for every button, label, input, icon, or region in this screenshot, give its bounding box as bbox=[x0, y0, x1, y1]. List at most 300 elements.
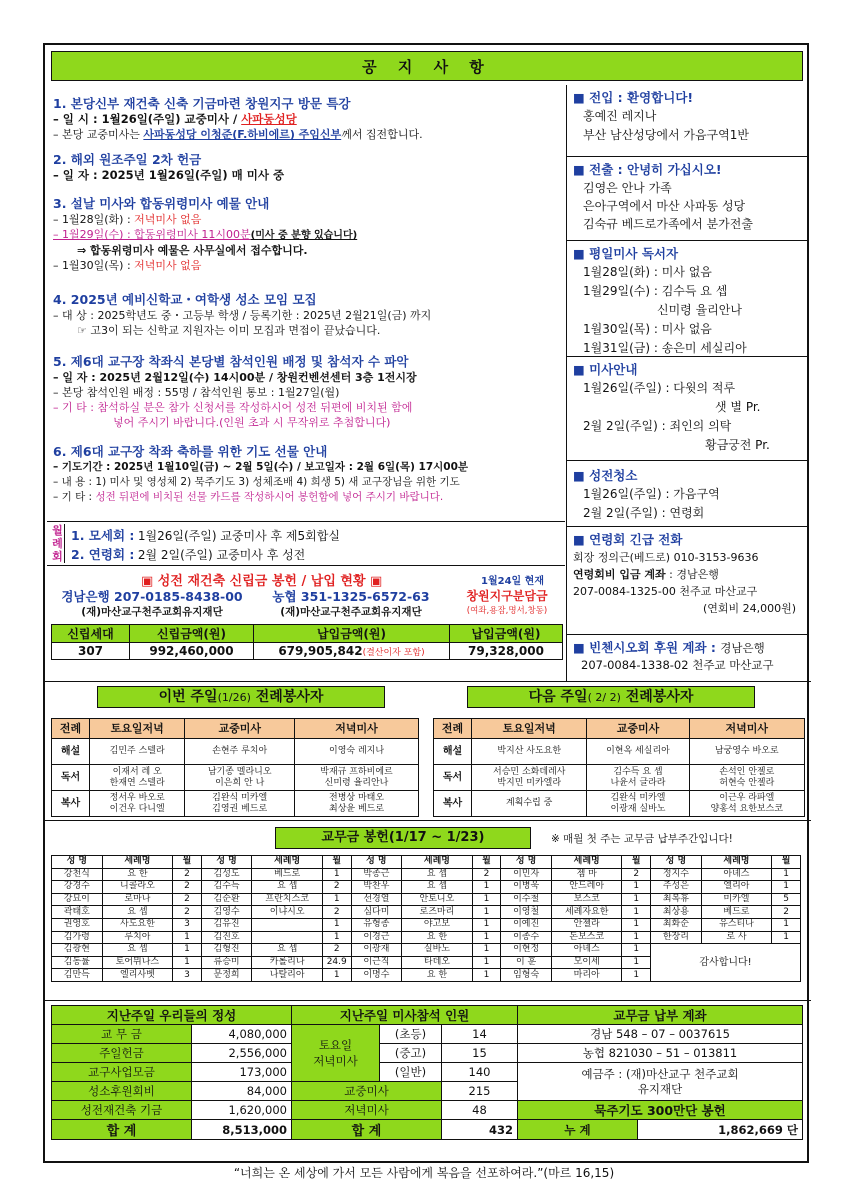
donation-cell: 카롤리나 bbox=[252, 956, 322, 969]
notice-6 bbox=[53, 443, 561, 505]
this-week-label: 이번 주일 bbox=[158, 689, 218, 705]
attendance-value-3: 140 bbox=[442, 1063, 518, 1082]
donation-cell: 1 bbox=[472, 969, 501, 982]
donation-cell: 박찬우 bbox=[351, 881, 402, 894]
fund-account-2 bbox=[253, 588, 449, 622]
fund-header-paid: 납입금액(원) bbox=[254, 625, 450, 643]
donation-cell: 1 bbox=[322, 969, 351, 982]
donation-header: 월 bbox=[622, 856, 651, 869]
donation-cell: 김유진 bbox=[201, 918, 252, 931]
donation-cell: 2 bbox=[772, 906, 801, 919]
next-week-cell: 박지산 사도요한 bbox=[472, 739, 587, 765]
this-week-cell: 김민주 스텔라 bbox=[90, 739, 185, 765]
donation-cell: 1 bbox=[472, 944, 501, 957]
offering-label-3: 교구사업모금 bbox=[52, 1063, 192, 1082]
donation-cell: 나탈리아 bbox=[252, 969, 322, 982]
donation-cell: 1 bbox=[472, 893, 501, 906]
notice-5-heading: 5. 제6대 교구장 착좌식 본당별 참석인원 배정 및 참석자 수 파악 bbox=[53, 354, 409, 369]
this-week-row bbox=[52, 791, 419, 817]
donation-cell: 24.9 bbox=[322, 956, 351, 969]
notice-2-date: – 일 자 : 2025년 1월26일(주일) 매 미사 중 bbox=[53, 168, 285, 182]
fund-district-paid: 79,328,000 bbox=[450, 643, 563, 660]
donation-cell: 박종근 bbox=[351, 868, 402, 881]
fund-account-2-number: 농협 351-1325-6572-63 bbox=[272, 589, 430, 604]
notice-6-heading: 6. 제6대 교구장 착좌 축하를 위한 기도 선물 안내 bbox=[53, 444, 328, 459]
fund-account-3-name: 창원지구분담금 bbox=[466, 589, 548, 603]
welcome-line-2: 부산 남산성당에서 가음구역1반 bbox=[583, 128, 749, 142]
next-week-role: 복사 bbox=[434, 791, 472, 817]
mass-guide-line-3: 2월 2일(주일) : 죄인의 의탁 bbox=[583, 419, 732, 433]
donation-cell: 1 bbox=[622, 918, 651, 931]
next-week-tail: 전례봉사자 bbox=[620, 689, 694, 705]
donation-header: 성 명 bbox=[651, 856, 702, 869]
this-week-cell: 손현주 루치아 bbox=[185, 739, 295, 765]
mass-guide-line-4: 황금궁전 Pr. bbox=[705, 438, 770, 452]
funeral-society-bank: : 경남은행 bbox=[665, 568, 719, 581]
this-week-header-3: 저녁미사 bbox=[295, 719, 419, 739]
attendance-saturday-label: 토요일 저녁미사 bbox=[292, 1025, 380, 1082]
donation-cell: 1 bbox=[472, 918, 501, 931]
mass-guide-heading: ■ 미사안내 bbox=[573, 362, 638, 377]
this-week-cell: 이재서 레 오 한재연 스텔라 bbox=[90, 765, 185, 791]
next-week-cell: 이근우 라파엘 양홍석 요한보스코 bbox=[689, 791, 804, 817]
donation-cell: 요 한 bbox=[102, 868, 172, 881]
attendance-main-mass-value: 215 bbox=[442, 1082, 518, 1101]
donation-cell: 주성은 bbox=[651, 881, 702, 894]
attendance-label-2: (중고) bbox=[380, 1044, 442, 1063]
donation-cell: 요 한 bbox=[402, 931, 472, 944]
donation-cell: 이종수 bbox=[501, 931, 552, 944]
fund-header-pledged: 신립금액(원) bbox=[130, 625, 254, 643]
donation-cell: 류승미 bbox=[201, 956, 252, 969]
donation-cell: 1 bbox=[772, 881, 801, 894]
donation-cell: 2 bbox=[322, 881, 351, 894]
summary-table bbox=[51, 1005, 803, 1140]
donation-section bbox=[45, 821, 811, 1001]
this-week-title bbox=[97, 686, 385, 708]
weekday-line-3: 신미령 율리안나 bbox=[657, 303, 742, 317]
attendance-label-3: (일반) bbox=[380, 1063, 442, 1082]
notice-3-line4-note: 저녁미사 없음 bbox=[134, 259, 202, 272]
donation-header: 세례명 bbox=[551, 856, 621, 869]
donation-header: 월 bbox=[173, 856, 202, 869]
donation-row bbox=[52, 944, 801, 957]
donation-note: ※ 매월 첫 주는 교무금 납부주간입니다! bbox=[551, 833, 733, 845]
donation-cell: 엘리아 bbox=[701, 881, 771, 894]
fund-header-district-paid: 납입금액(원) bbox=[450, 625, 563, 643]
fund-date: 1월24일 현재 bbox=[481, 576, 544, 587]
fund-paid-note: (결산이자 포함) bbox=[362, 648, 425, 658]
notice-1-date: – 일 시 : 1월26일(주일) 교중미사 / bbox=[53, 112, 242, 126]
offering-label-2: 주일헌금 bbox=[52, 1044, 192, 1063]
donation-cell: 1 bbox=[772, 868, 801, 881]
notice-5-line2: – 본당 참석인원 배정 : 55명 / 참석인원 통보 : 1월27일(월) bbox=[53, 386, 340, 399]
donation-cell: 1 bbox=[472, 956, 501, 969]
attendance-total: 432 bbox=[442, 1120, 518, 1140]
mass-guide-line-2: 샛 별 Pr. bbox=[715, 400, 761, 414]
donation-table bbox=[51, 855, 801, 982]
notice-5-line1: – 일 자 : 2025년 2월12일(수) 14시00분 / 창원컨벤션센터 3층 1전시장 bbox=[53, 371, 417, 384]
attendance-total-label: 합 계 bbox=[292, 1120, 442, 1140]
donation-cell: 세례자요한 bbox=[551, 906, 621, 919]
donation-cell: 2 bbox=[622, 868, 651, 881]
donation-cell: 1 bbox=[622, 931, 651, 944]
cleaning-line-2: 2월 2일(주일) : 연령회 bbox=[583, 506, 705, 520]
welcome-box bbox=[567, 85, 809, 157]
donation-cell: 김순환 bbox=[201, 893, 252, 906]
offering-total: 8,513,000 bbox=[192, 1120, 292, 1140]
this-week-cell: 이영숙 레지나 bbox=[295, 739, 419, 765]
fund-account-1-holder: (재)마산교구천주교회유지재단 bbox=[81, 606, 223, 618]
donation-cell: 아녜스 bbox=[701, 868, 771, 881]
notice-1 bbox=[53, 95, 561, 142]
donation-cell: 이경근 bbox=[351, 931, 402, 944]
donation-cell: 심다미 bbox=[351, 906, 402, 919]
weekday-line-2: 1월29일(수) : 김수득 요 셉 bbox=[583, 284, 728, 298]
next-week-header-2: 교중미사 bbox=[587, 719, 689, 739]
donation-cell: 돈보스코 bbox=[551, 931, 621, 944]
monthly-meeting-tag: 월례회 bbox=[51, 524, 65, 563]
donation-cell: 이 훈 bbox=[501, 956, 552, 969]
donation-cell: 김광현 bbox=[52, 944, 103, 957]
notice-1-text-end: 께서 집전합니다. bbox=[341, 128, 423, 141]
page-title: 공 지 사 항 bbox=[51, 51, 803, 81]
donation-header: 월 bbox=[472, 856, 501, 869]
fund-account-1-number: 경남은행 207-0185-8438-00 bbox=[61, 589, 243, 604]
donation-cell: 이현정 bbox=[501, 944, 552, 957]
donation-header: 월 bbox=[772, 856, 801, 869]
next-week-date: ( 2/ 2) bbox=[587, 691, 621, 704]
donation-cell: 1 bbox=[322, 918, 351, 931]
notice-1-heading: 1. 본당신부 재건축 신축 기금마련 창원지구 방문 특강 bbox=[53, 96, 351, 111]
cleaning-line-1: 1월26일(주일) : 가음구역 bbox=[583, 487, 720, 501]
funeral-society-account: 207-0084-1325-00 천주교 마산교구 bbox=[573, 585, 758, 598]
donation-cell: 1 bbox=[622, 893, 651, 906]
this-week-row bbox=[52, 739, 419, 765]
next-week-row bbox=[434, 765, 805, 791]
donation-cell: 2 bbox=[322, 906, 351, 919]
fund-account-2-holder: (재)마산교구천주교회유지재단 bbox=[280, 606, 422, 618]
donation-cell: 안젤라 bbox=[551, 918, 621, 931]
donation-cell: 야고보 bbox=[402, 918, 472, 931]
notice-3 bbox=[53, 195, 561, 273]
this-week-row bbox=[52, 765, 419, 791]
donation-cell: 요 한 bbox=[402, 969, 472, 982]
offering-header: 지난주일 우리들의 정성 bbox=[52, 1006, 292, 1025]
offering-value-4: 84,000 bbox=[192, 1082, 292, 1101]
this-week-role: 복사 bbox=[52, 791, 90, 817]
weekday-readers-box bbox=[567, 241, 809, 357]
donation-cell: 유스티나 bbox=[701, 918, 771, 931]
account-holder-2: 유지재단 bbox=[637, 1081, 683, 1096]
next-week-cell: 손석인 안젤로 허현숙 안젤라 bbox=[689, 765, 804, 791]
mass-guide-box bbox=[567, 357, 809, 461]
donation-cell: 마리아 bbox=[551, 969, 621, 982]
next-week-table bbox=[433, 718, 805, 817]
account-holder-1: 예금주 : (재)마산교구 천주교회 bbox=[581, 1066, 739, 1081]
this-week-cell: 박재규 프하비에르 신미령 율리안나 bbox=[295, 765, 419, 791]
notice-3-line1: – 1월28일(화) : bbox=[53, 213, 135, 226]
notice-4-line2: ☞ 고3이 되는 신학교 지원자는 이미 모집과 면접이 끝났습니다. bbox=[77, 324, 381, 337]
donation-thanks: 감사합니다! bbox=[651, 944, 801, 982]
notice-3-line4: – 1월30일(목) : bbox=[53, 259, 135, 272]
donation-cell: 이광재 bbox=[351, 944, 402, 957]
donation-cell: 강경수 bbox=[52, 881, 103, 894]
attendance-value-1: 14 bbox=[442, 1025, 518, 1044]
notice-6-line2: – 내 용 : 1) 미사 및 영성체 2) 묵주기도 3) 성체조배 4) 희생 5) 새 교구장님을 위한 기도 bbox=[53, 476, 460, 488]
donation-header: 월 bbox=[322, 856, 351, 869]
offering-label-4: 성소후원회비 bbox=[52, 1082, 192, 1101]
donation-cell: 선경열 bbox=[351, 893, 402, 906]
donation-cell: 2 bbox=[173, 906, 202, 919]
notice-2-heading: 2. 해외 원조주일 2차 헌금 bbox=[53, 152, 202, 167]
this-week-tail: 전례봉사자 bbox=[250, 689, 324, 705]
donation-cell: 미카엘 bbox=[701, 893, 771, 906]
donation-cell: 엘리사벳 bbox=[102, 969, 172, 982]
donation-cell: 2 bbox=[322, 944, 351, 957]
weekday-readers-heading: ■ 평일미사 독서자 bbox=[573, 246, 679, 261]
notice-2 bbox=[53, 151, 561, 183]
notice-5 bbox=[53, 353, 561, 430]
next-week-role: 해설 bbox=[434, 739, 472, 765]
donation-cell: 김가령 bbox=[52, 931, 103, 944]
donation-cell: 3 bbox=[173, 918, 202, 931]
donation-cell: 1 bbox=[322, 868, 351, 881]
donation-cell: 2 bbox=[173, 893, 202, 906]
donation-row bbox=[52, 893, 801, 906]
attendance-evening-label: 저녁미사 bbox=[292, 1101, 442, 1120]
notice-4 bbox=[53, 291, 561, 338]
meeting-1-text: 1월26일(주일) 교중미사 후 제5회합실 bbox=[137, 529, 340, 543]
next-week-row bbox=[434, 739, 805, 765]
donation-cell: 2 bbox=[173, 868, 202, 881]
donation-cell: 강천식 bbox=[52, 868, 103, 881]
donation-cell: 최화순 bbox=[651, 918, 702, 931]
fund-status bbox=[47, 565, 565, 681]
donation-cell: 토어뮈나스 bbox=[102, 956, 172, 969]
notice-6-line3-note: 성전 뒤편에 비치된 선물 카드를 작성하시어 봉헌함에 넣어 주시기 바랍니다. bbox=[95, 491, 444, 503]
donation-cell: 모이세 bbox=[551, 956, 621, 969]
fund-pledged: 992,460,000 bbox=[130, 643, 254, 660]
donation-cell: 김진호 bbox=[201, 931, 252, 944]
weekday-line-5: 1월31일(금) : 송은미 세실리아 bbox=[583, 341, 747, 355]
donation-cell: 요 셉 bbox=[402, 881, 472, 894]
funeral-society-fee: (연회비 24,000원) bbox=[703, 602, 797, 615]
notice-3-line1-note: 저녁미사 없음 bbox=[134, 213, 202, 226]
vincent-heading: ■ 빈첸시오회 후원 계좌 : bbox=[573, 640, 721, 655]
donation-cell: 베드로 bbox=[252, 868, 322, 881]
next-week-cell: 계획수립 중 bbox=[472, 791, 587, 817]
this-week-cell: 남기종 멜라니오 이은희 안 나 bbox=[185, 765, 295, 791]
this-week-cell: 김완식 미카엘 김영권 베드로 bbox=[185, 791, 295, 817]
account-2: 농협 821030 – 51 – 013811 bbox=[518, 1044, 803, 1063]
donation-cell: 이병욱 bbox=[501, 881, 552, 894]
fund-account-3-parishes: (여좌,용잠,명서,창동) bbox=[466, 606, 548, 616]
donation-header: 세례명 bbox=[102, 856, 172, 869]
donation-cell: 1 bbox=[622, 881, 651, 894]
vincent-bank: 경남은행 bbox=[720, 641, 765, 655]
donation-cell: 김영수 bbox=[201, 906, 252, 919]
donation-title: 교무금 봉헌(1/17 ~ 1/23) bbox=[275, 827, 531, 849]
attendance-main-mass-label: 교중미사 bbox=[292, 1082, 442, 1101]
donation-cell: 안드레아 bbox=[551, 881, 621, 894]
fund-header-households: 신립세대 bbox=[52, 625, 130, 643]
next-week-row bbox=[434, 791, 805, 817]
rosary-header: 묵주기도 300만단 봉헌 bbox=[518, 1101, 803, 1120]
donation-cell: 프란치스코 bbox=[252, 893, 322, 906]
this-week-table bbox=[51, 718, 419, 817]
donation-cell: 로즈마리 bbox=[402, 906, 472, 919]
farewell-line-3: 김숙규 베드로가족에서 분가전출 bbox=[583, 217, 753, 231]
farewell-line-1: 김영은 안나 가족 bbox=[583, 181, 672, 195]
info-column bbox=[567, 85, 809, 681]
fund-title: ▣ 성전 재건축 신립금 봉헌 / 납입 현황 ▣ bbox=[141, 574, 383, 589]
donation-cell: 1 bbox=[622, 944, 651, 957]
next-week-cell: 서승민 소화데레사 박지민 미카엘라 bbox=[472, 765, 587, 791]
donation-cell: 김수득 bbox=[201, 881, 252, 894]
notice-5-line4: 넣어 주시기 바랍니다.(인원 초과 시 무작위로 추첨합니다) bbox=[113, 416, 391, 429]
donation-cell: 유형종 bbox=[351, 918, 402, 931]
account-1: 경남 548 – 07 – 0037615 bbox=[518, 1025, 803, 1044]
meeting-2-text: 2월 2일(주일) 교중미사 후 성전 bbox=[137, 548, 306, 562]
donation-cell: 이영철 bbox=[501, 906, 552, 919]
weekday-line-1: 1월28일(화) : 미사 없음 bbox=[583, 265, 712, 279]
donation-cell: 아녜스 bbox=[551, 944, 621, 957]
welcome-line-1: 홍예진 레지나 bbox=[583, 109, 657, 123]
donation-cell: 최복휴 bbox=[651, 893, 702, 906]
vincent-account: 207-0084-1338-02 천주교 마산교구 bbox=[581, 658, 774, 672]
scripture-quote: “너희는 온 세상에 가서 모든 사람에게 복음을 선포하여라.”(마르 16,15) bbox=[233, 1166, 615, 1180]
donation-row bbox=[52, 906, 801, 919]
notice-6-line1: – 기도기간 : 2025년 1월10일(금) ~ 2월 5일(수) / 보고일자 : 2월 6일(목) 17시00분 bbox=[53, 461, 469, 473]
notice-1-priest: 사파동성당 이청준(F.하비에르) 주임신부 bbox=[143, 128, 342, 141]
bulletin-sheet bbox=[43, 43, 809, 1163]
fund-households: 307 bbox=[52, 643, 130, 660]
this-week-header-1: 토요일저녁 bbox=[90, 719, 185, 739]
this-week-header-2: 교중미사 bbox=[185, 719, 295, 739]
meeting-1-label: 1. 모세회 : bbox=[71, 528, 135, 543]
donation-row bbox=[52, 881, 801, 894]
notice-4-heading: 4. 2025년 예비신학교・여학생 성소 모임 모집 bbox=[53, 292, 317, 307]
donation-row bbox=[52, 868, 801, 881]
donation-cell: 루치아 bbox=[102, 931, 172, 944]
donation-cell: 김형진 bbox=[201, 944, 252, 957]
offering-value-5: 1,620,000 bbox=[192, 1101, 292, 1120]
attendance-value-2: 15 bbox=[442, 1044, 518, 1063]
cleaning-box bbox=[567, 461, 809, 527]
offering-total-label: 합 계 bbox=[52, 1120, 192, 1140]
funeral-society-box bbox=[567, 527, 809, 635]
offering-label-5: 성전재건축 기금 bbox=[52, 1101, 192, 1120]
donation-row bbox=[52, 918, 801, 931]
donation-cell: 강묘이 bbox=[52, 893, 103, 906]
donation-header: 성 명 bbox=[52, 856, 103, 869]
fund-account-3 bbox=[451, 588, 563, 622]
donation-header: 성 명 bbox=[351, 856, 402, 869]
rosary-total: 1,862,669 단 bbox=[638, 1120, 803, 1140]
cleaning-heading: ■ 성전청소 bbox=[573, 468, 638, 483]
offering-value-2: 2,556,000 bbox=[192, 1044, 292, 1063]
notice-6-line3: – 기 타 : bbox=[53, 491, 96, 503]
donation-cell: 정지수 bbox=[651, 868, 702, 881]
donation-cell: 1 bbox=[472, 906, 501, 919]
donation-cell: 니콜라오 bbox=[102, 881, 172, 894]
notice-1-text: – 본당 교중미사는 bbox=[53, 128, 144, 141]
donation-cell: 베드로 bbox=[701, 906, 771, 919]
donation-cell: 곽태호 bbox=[52, 906, 103, 919]
this-week-role: 해설 bbox=[52, 739, 90, 765]
donation-cell: 이냐시오 bbox=[252, 906, 322, 919]
notice-3-line2-note: (미사 중 분향 있습니다) bbox=[250, 230, 358, 241]
donation-cell: 이명수 bbox=[351, 969, 402, 982]
this-week-date: (1/26) bbox=[217, 691, 251, 704]
next-week-role: 독서 bbox=[434, 765, 472, 791]
liturgy-servers bbox=[45, 681, 811, 821]
donation-cell: 이수철 bbox=[501, 893, 552, 906]
notice-4-line1: – 대 상 : 2025학년도 중・고등부 학생 / 등록기한 : 2025년 2월21일(금) 까지 bbox=[53, 309, 432, 322]
donation-cell: 5 bbox=[772, 893, 801, 906]
notice-column bbox=[47, 85, 567, 681]
donation-cell: 권영호 bbox=[52, 918, 103, 931]
notice-1-place: 사파동성당 bbox=[241, 112, 297, 126]
account-header: 교무금 납부 계좌 bbox=[518, 1006, 803, 1025]
monthly-meeting bbox=[47, 521, 565, 565]
donation-cell: 요 셉 bbox=[252, 944, 322, 957]
mass-guide-line-1: 1월26일(주일) : 다윗의 적루 bbox=[583, 381, 736, 395]
offering-label-1: 교 무 금 bbox=[52, 1025, 192, 1044]
donation-cell: 로 사 bbox=[701, 931, 771, 944]
donation-cell: 1 bbox=[472, 931, 501, 944]
donation-cell: 이근직 bbox=[351, 956, 402, 969]
donation-cell: 이예진 bbox=[501, 918, 552, 931]
donation-cell: 2 bbox=[173, 881, 202, 894]
next-week-cell: 김완식 미카엘 이광재 실바노 bbox=[587, 791, 689, 817]
donation-cell: 1 bbox=[622, 906, 651, 919]
attendance-evening-value: 48 bbox=[442, 1101, 518, 1120]
donation-cell: 1 bbox=[622, 969, 651, 982]
donation-cell: 최상용 bbox=[651, 906, 702, 919]
donation-header: 세례명 bbox=[252, 856, 322, 869]
farewell-heading: ■ 전출 : 안녕히 가십시오! bbox=[573, 162, 722, 177]
donation-row bbox=[52, 931, 801, 944]
donation-cell: 보스코 bbox=[551, 893, 621, 906]
offering-value-1: 4,080,000 bbox=[192, 1025, 292, 1044]
notice-3-line2: – 1월29일(수) : 합동위령미사 11시00분 bbox=[53, 228, 251, 241]
donation-cell: 이민자 bbox=[501, 868, 552, 881]
funeral-society-heading: ■ 연령회 긴급 전화 bbox=[573, 532, 683, 547]
next-week-header-0: 전례 bbox=[434, 719, 472, 739]
donation-cell: 1 bbox=[322, 931, 351, 944]
rosary-total-label: 누 계 bbox=[518, 1120, 638, 1140]
fund-paid: 679,905,842 bbox=[278, 644, 363, 658]
farewell-box bbox=[567, 157, 809, 241]
donation-cell: 사도요한 bbox=[102, 918, 172, 931]
this-week-header-0: 전례 bbox=[52, 719, 90, 739]
donation-cell: 김성도 bbox=[201, 868, 252, 881]
notice-5-line3: – 기 타 : 참석하실 분은 참가 신청서를 작성하시어 성전 뒤편에 비치된 함에 bbox=[53, 401, 413, 414]
next-week-cell: 남궁영수 바오로 bbox=[689, 739, 804, 765]
donation-cell: 문정희 bbox=[201, 969, 252, 982]
donation-cell: 안토니오 bbox=[402, 893, 472, 906]
next-week-cell: 이현옥 세실리아 bbox=[587, 739, 689, 765]
fund-account-1 bbox=[51, 588, 253, 622]
donation-cell: 요 셉 bbox=[402, 868, 472, 881]
attendance-label-1: (초등) bbox=[380, 1025, 442, 1044]
donation-header: 성 명 bbox=[201, 856, 252, 869]
farewell-line-2: 은아구역에서 마산 사파동 성당 bbox=[583, 199, 746, 213]
donation-cell: 임형숙 bbox=[501, 969, 552, 982]
donation-cell bbox=[252, 918, 322, 931]
